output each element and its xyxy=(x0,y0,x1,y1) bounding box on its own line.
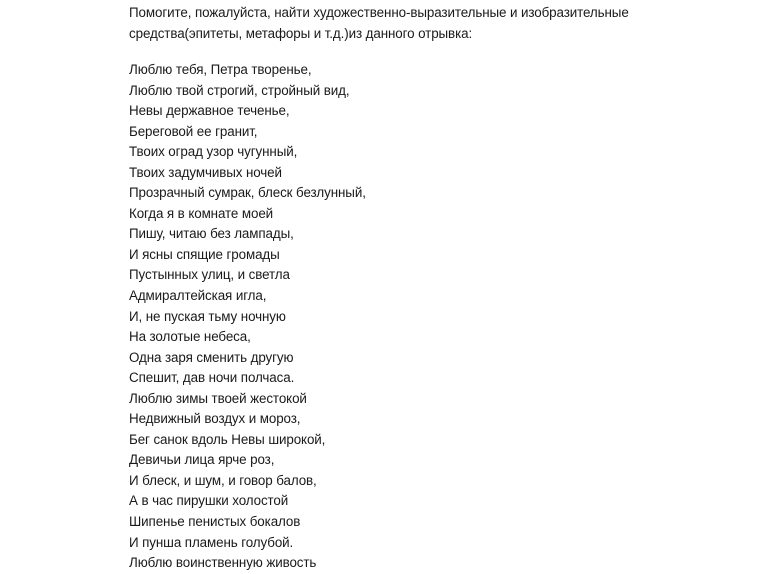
poem-line: А в час пирушки холостой xyxy=(129,493,289,509)
poem-line: И ясны спящие громады xyxy=(129,246,280,262)
poem-line: Люблю зимы твоей жестокой xyxy=(129,390,307,406)
poem-line: И блеск, и шум, и говор балов, xyxy=(129,472,317,488)
poem-line: И пунша пламень голубой. xyxy=(129,534,294,550)
spellcheck-underline xyxy=(300,516,312,526)
poem-line: Невы державное теченье, xyxy=(129,103,290,119)
poem-line: Твоих оград узор чугунный, xyxy=(129,144,298,160)
poem-line-spellcheck xyxy=(129,512,729,533)
poem-stanza xyxy=(129,60,729,574)
poem-line: Спешит, дав ночи полчаса. xyxy=(129,370,295,386)
document-body xyxy=(129,3,729,574)
poem-line: Люблю твой строгий, стройный вид, xyxy=(129,82,350,98)
paragraph-gap xyxy=(129,44,729,60)
poem-line: Адмиралтейская игла, xyxy=(129,288,267,304)
poem-line: Люблю воинственную живость xyxy=(129,555,317,571)
poem-line: Бег санок вдоль Невы широкой, xyxy=(129,431,326,447)
poem-line: Девичьи лица ярче роз, xyxy=(129,452,275,468)
poem-line: Недвижный воздух и мороз, xyxy=(129,411,301,427)
poem-line: Люблю тебя, Петра творенье, xyxy=(129,62,312,77)
question-line-2: средства(эпитеты, метафоры и т.д.)из данного отрывка: xyxy=(129,25,473,41)
spellcheck-underline xyxy=(273,208,285,218)
poem-line: Прозрачный сумрак, блеск безлунный, xyxy=(129,185,366,201)
poem-line: Одна заря сменить другую xyxy=(129,349,294,365)
poem-line: Пишу, читаю без лампады, xyxy=(129,226,294,242)
poem-line: Береговой ее гранит, xyxy=(129,123,258,139)
poem-line-text: Когда я в комнате моей xyxy=(129,205,274,221)
question-line-1: Помогите, пожалуйста, найти художественно-выразительные и изобразительные xyxy=(129,5,629,20)
poem-line: Твоих задумчивых ночей xyxy=(129,164,282,180)
poem-line-text: Шипенье пенистых бокалов xyxy=(129,514,301,530)
poem-line: На золотые небеса, xyxy=(129,329,251,345)
poem-line: И, не пуская тьму ночную xyxy=(129,308,286,324)
poem-line: Пустынных улиц, и светла xyxy=(129,267,290,283)
poem-line-spellcheck xyxy=(129,204,729,225)
